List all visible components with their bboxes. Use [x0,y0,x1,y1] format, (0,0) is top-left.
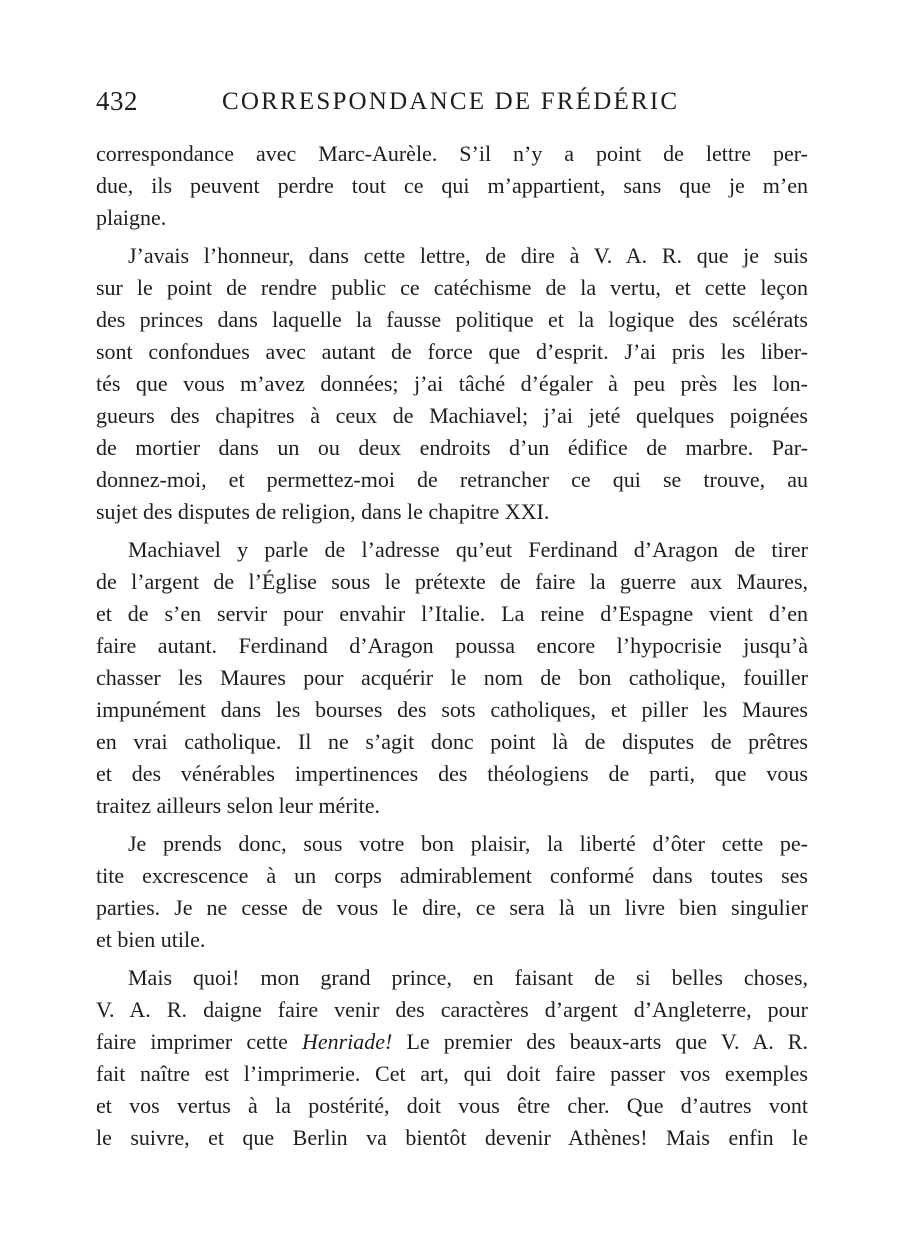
running-title: CORRESPONDANCE DE FRÉDÉRIC [222,88,680,115]
text-line: Machiavel y parle de l’adresse qu’eut Ferdinand d’Aragon de tirer [128,537,808,562]
text-segment: Le premier des beaux-arts que V. A. R. [392,1029,808,1054]
text-line: sujet des disputes de religion, dans le chapitre XXI. [96,499,550,524]
text-line: J’avais l’honneur, dans cette lettre, de dire à V. A. R. que je suis [128,243,808,268]
text-line: des princes dans laquelle la fausse politique et la logique des scélérats [96,307,808,332]
text-line: et bien utile. [96,927,206,952]
text-line: et de s’en servir pour envahir l’Italie. La reine d’Espagne vient d’en [96,601,808,626]
text-line: chasser les Maures pour acquérir le nom de bon catholique, fouiller [96,665,808,690]
paragraph [96,240,808,528]
text-line: le suivre, et que Berlin va bientôt devenir Athènes! Mais enfin le [96,1125,808,1150]
text-line: de l’argent de l’Église sous le prétexte de faire la guerre aux Maures, [96,569,808,594]
paragraph [96,534,808,822]
paragraph [96,962,808,1154]
text-line: traitez ailleurs selon leur mérite. [96,793,381,818]
text-line: V. A. R. daigne faire venir des caractères d’argent d’Angleterre, pour [96,997,808,1022]
text-line: fait naître est l’imprimerie. Cet art, qui doit faire passer vos exemples [96,1061,808,1086]
body-text [96,138,808,1154]
text-line: et des vénérables impertinences des théologiens de parti, que vous [96,761,808,786]
paragraph [96,138,808,234]
text-line: tite excrescence à un corps admirablement conformé dans toutes ses [96,863,808,888]
text-line: et vos vertus à la postérité, doit vous être cher. Que d’autres vont [96,1093,808,1118]
text-line: correspondance avec Marc-Aurèle. S’il n’y a point de lettre per- [96,141,808,166]
text-segment: faire imprimer cette [96,1029,302,1054]
text-line: tés que vous m’avez données; j’ai tâché d’égaler à peu près les lon- [96,371,808,396]
text-line: Je prends donc, sous votre bon plaisir, la liberté d’ôter cette pe- [128,831,808,856]
text-line: sur le point de rendre public ce catéchisme de la vertu, et cette leçon [96,275,808,300]
page-number: 432 [96,86,138,116]
page-header [96,86,808,126]
text-line: plaigne. [96,205,167,230]
text-line: de mortier dans un ou deux endroits d’un édifice de marbre. Par- [96,435,808,460]
text-line [96,1026,808,1058]
text-line: donnez-moi, et permettez-moi de retrancher ce qui se trouve, au [96,467,808,492]
text-line: due, ils peuvent perdre tout ce qui m’appartient, sans que je m’en [96,173,808,198]
text-line: faire autant. Ferdinand d’Aragon poussa encore l’hypocrisie jusqu’à [96,633,808,658]
paragraph [96,828,808,956]
text-line: parties. Je ne cesse de vous le dire, ce sera là un livre bien singulier [96,895,808,920]
text-line: gueurs des chapitres à ceux de Machiavel; j’ai jeté quelques poignées [96,403,808,428]
text-line: en vrai catholique. Il ne s’agit donc point là de disputes de prêtres [96,729,808,754]
text-line: Mais quoi! mon grand prince, en faisant de si belles choses, [128,965,808,990]
text-line: impunément dans les bourses des sots catholiques, et piller les Maures [96,697,808,722]
text-line: sont confondues avec autant de force que d’esprit. J’ai pris les liber- [96,339,808,364]
italic-title: Henriade! [301,1029,393,1054]
